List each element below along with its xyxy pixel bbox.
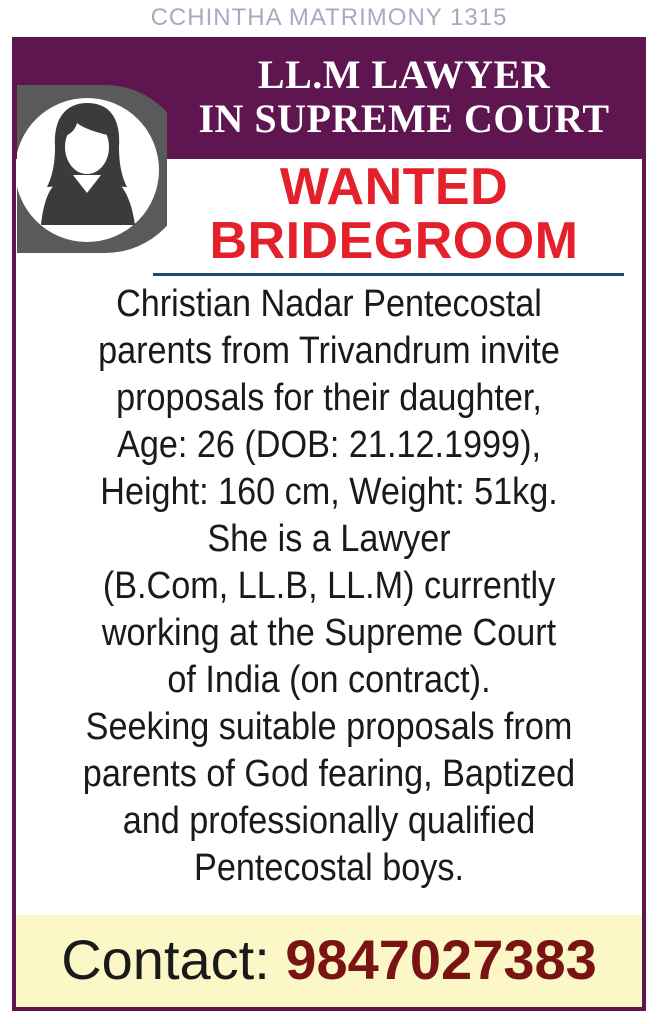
- publication-label: CCHINTHA MATRIMONY 1315: [150, 4, 508, 31]
- body-line: parents from Trivandrum invite: [98, 330, 560, 372]
- headline: [152, 160, 636, 268]
- ad-header: [162, 53, 646, 141]
- contact-phone-number[interactable]: 9847027383: [285, 928, 597, 991]
- body-line: Age: 26 (DOB: 21.12.1999),: [117, 424, 541, 466]
- divider: [153, 273, 624, 276]
- body-line: of India (on contract).: [167, 659, 491, 701]
- body-line: (B.Com, LL.B, LL.M) currently: [102, 565, 556, 607]
- contact-band: [16, 915, 642, 1007]
- body-line: Christian Nadar Pentecostal: [116, 283, 542, 325]
- contact-label: Contact:: [61, 928, 286, 991]
- body-line: parents of God fearing, Baptized: [82, 753, 576, 795]
- body-line: Pentecostal boys.: [194, 847, 464, 889]
- headline-line-2: BRIDEGROOM: [209, 212, 579, 270]
- female-avatar-icon: [17, 75, 167, 255]
- header-line-2: IN SUPREME COURT: [198, 96, 610, 141]
- contact-line: [16, 927, 642, 993]
- ad-body-text: [28, 281, 630, 892]
- body-line: proposals for their daughter,: [116, 377, 542, 419]
- headline-line-1: WANTED: [279, 158, 509, 216]
- body-line: and professionally qualified: [122, 800, 536, 842]
- body-line: Seeking suitable proposals from: [85, 706, 573, 748]
- body-line: working at the Supreme Court: [101, 612, 557, 654]
- body-line: Height: 160 cm, Weight: 51kg.: [100, 471, 558, 513]
- body-line: She is a Lawyer: [207, 518, 451, 560]
- header-line-1: LL.M LAWYER: [257, 52, 551, 97]
- ad-frame: [12, 37, 646, 1011]
